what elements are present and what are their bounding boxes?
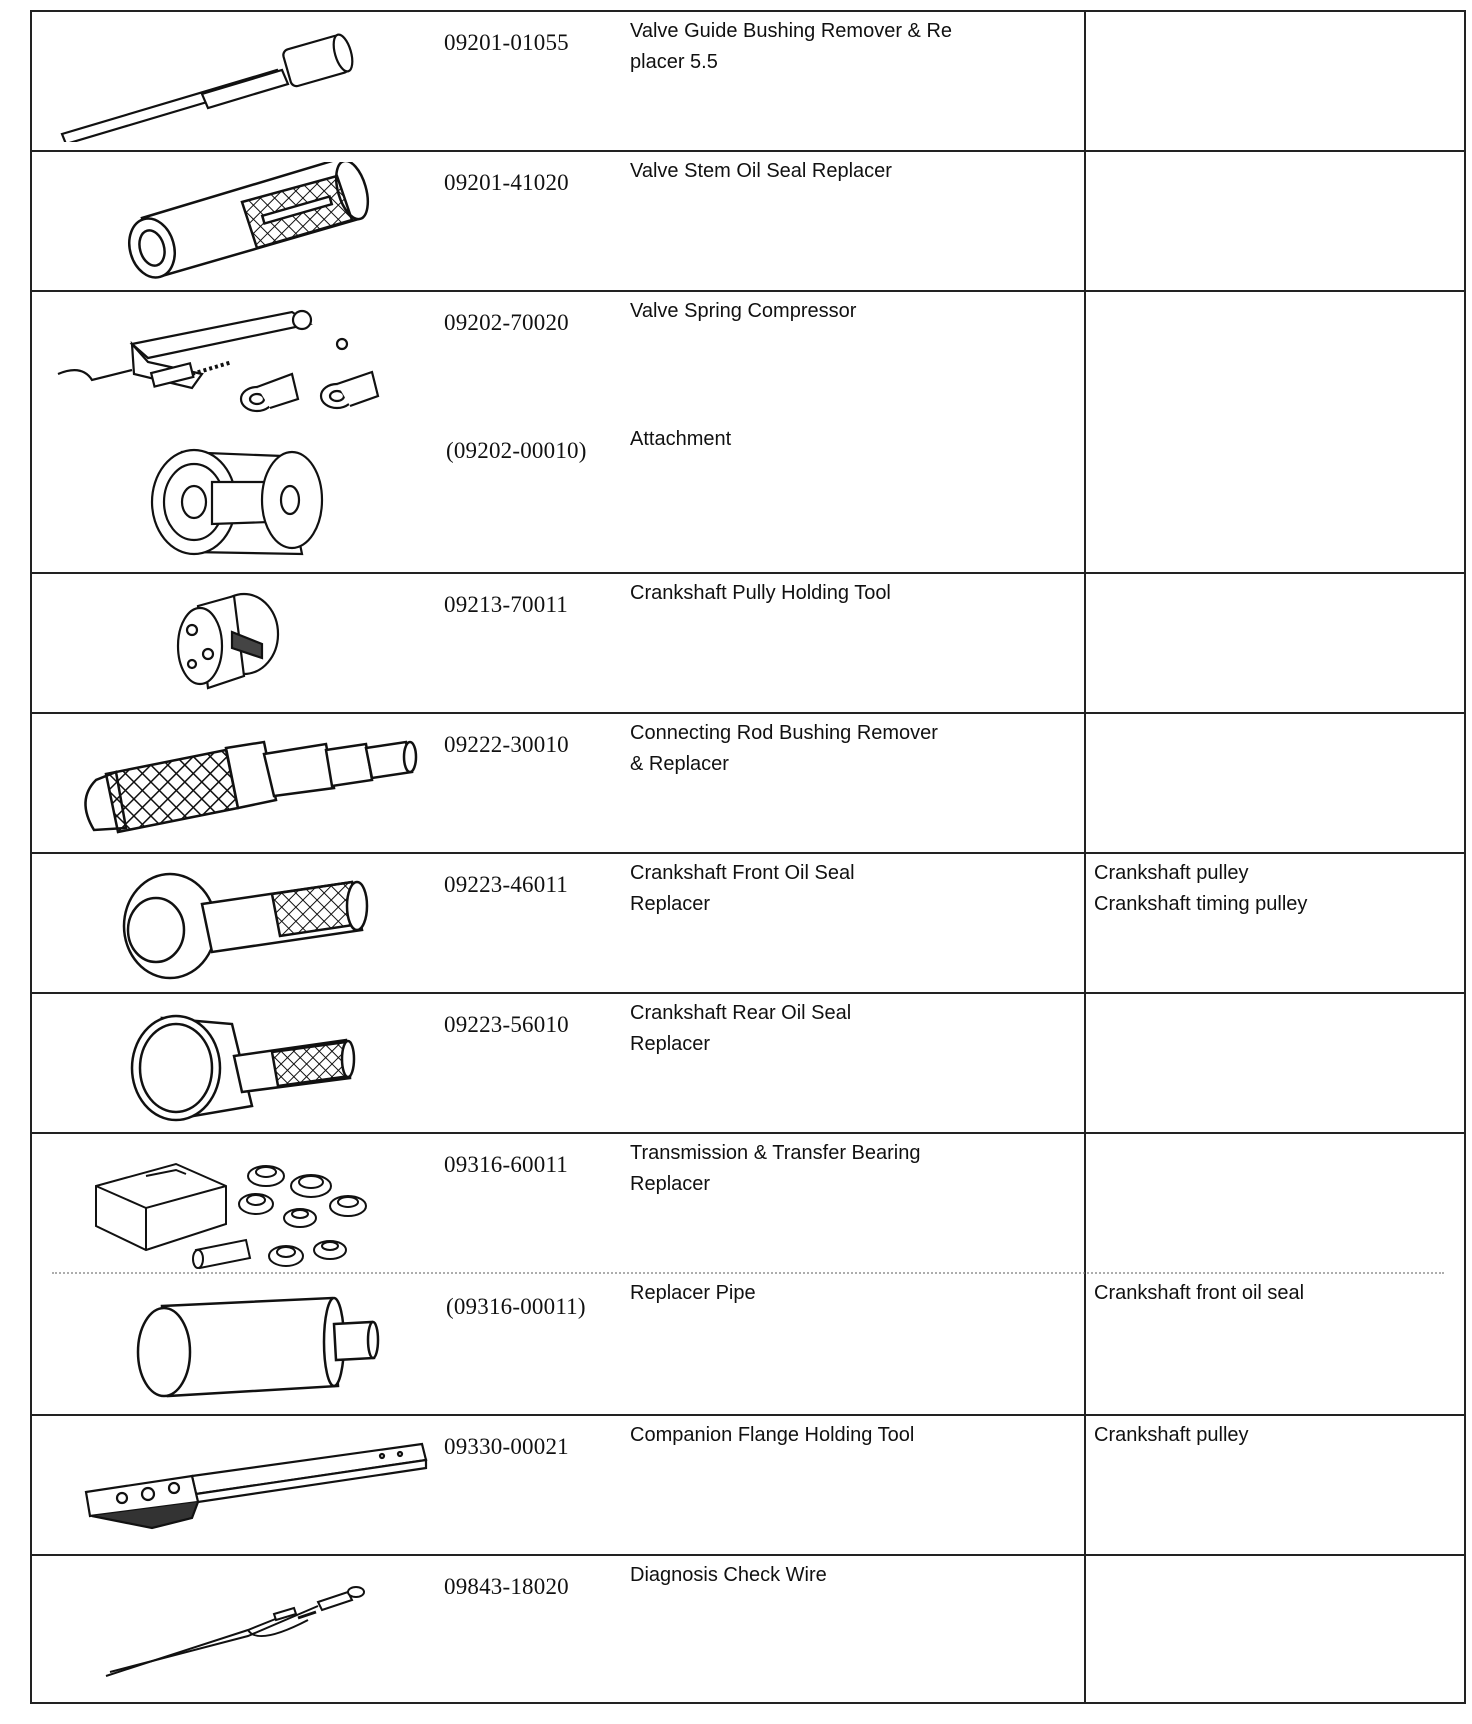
part-number: 09316-60011 [444,1152,569,1177]
replacer-pipe-icon [122,1286,402,1406]
tool-name: Crankshaft Front Oil Seal Replacer [630,862,855,915]
valve-stem-oil-seal-replacer-icon [112,162,402,282]
crankshaft-front-oil-seal-replacer-icon [112,864,392,984]
usage-note: Crankshaft pulley Crankshaft timing pulley [1094,862,1308,915]
tool-name: Valve Spring Compressor [630,300,857,322]
tool-name: Companion Flange Holding Tool [630,1424,915,1446]
usage-note: Crankshaft front oil seal [1094,1282,1305,1304]
part-number: 09201-41020 [444,170,569,195]
valve-spring-compressor-icon [52,304,412,424]
crankshaft-pulley-holding-tool-icon [162,584,302,704]
table-row [32,714,1464,854]
tool-name: Diagnosis Check Wire [630,1564,827,1586]
table-row [32,12,1464,152]
usage-note: Crankshaft pulley [1094,1424,1249,1446]
attachment-icon [142,442,342,562]
table-row [32,1556,1464,1702]
tool-name: Transmission & Transfer Bearing Replacer [630,1142,921,1195]
table-row [32,292,1464,574]
tool-name: Attachment [630,428,732,450]
table-row [32,574,1464,714]
part-number: 09222-30010 [444,732,569,757]
tool-name: Connecting Rod Bushing Remover & Replacer [630,722,938,775]
table-row [32,994,1464,1134]
part-number: 09213-70011 [444,592,569,617]
bearing-replacer-set-icon [86,1146,406,1276]
table-row [32,1416,1464,1556]
tool-name: Crankshaft Pully Holding Tool [630,582,891,604]
part-number: 09330-00021 [444,1434,569,1459]
part-number: 09202-70020 [444,310,569,335]
part-number: 09843-18020 [444,1574,569,1599]
part-number: (09316-00011) [446,1294,586,1319]
separator [52,1272,1444,1274]
part-number: (09202-00010) [446,438,587,463]
part-number: 09201-01055 [444,30,569,55]
part-number: 09223-56010 [444,1012,569,1037]
part-number: 09223-46011 [444,872,569,897]
connecting-rod-bushing-tool-icon [66,730,436,840]
diagnosis-check-wire-icon [98,1576,378,1686]
table-row [32,1134,1464,1416]
companion-flange-holding-tool-icon [82,1436,432,1536]
table-row [32,854,1464,994]
tool-name: Crankshaft Rear Oil Seal Replacer [630,1002,852,1055]
tool-name: Replacer Pipe [630,1282,756,1304]
valve-guide-bushing-remover-icon [52,22,372,142]
special-service-tools-table [30,10,1466,1704]
table-row [32,152,1464,292]
crankshaft-rear-oil-seal-replacer-icon [122,1006,382,1126]
tool-name: Valve Guide Bushing Remover & Re placer 5.5 [630,20,953,73]
tool-name: Valve Stem Oil Seal Replacer [630,160,892,182]
